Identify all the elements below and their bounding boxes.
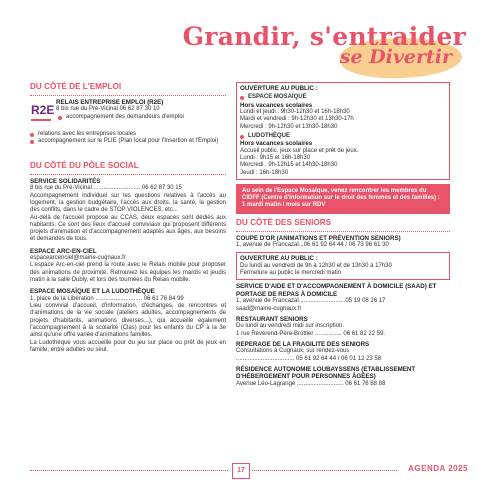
entry-body: 1, place de la Libération ............................ 06 61 76 84 99 Lieu convivial d'accueil, d'information, d'échanges, de rencontres et d'animations de la vie sociale (ateliers adultes, accompagnements de projets d'habitants, animations diverses...), qui accueille également l'accompagnement à la scolarité (Clas) pour les enfants du CP à la 3e ainsi qu'une offre variée d'animations familles. La Ludothèque vous accueille pour du jeu sur place ou prêt de jeux en famille, entre adultes ou seul. [30, 295, 226, 353]
list-item: accompagnement des demandeurs d'emploi [58, 114, 226, 121]
right-column [236, 82, 450, 388]
divider [236, 231, 450, 232]
entry-body: 8 bis rue du Pré-Vicinal ............................ 06 62 87 30 15 Accompagnement individuel sur les questions relatives à l'accès au logement, la gestion budgétaire, l'accès aux droits, la santé, la gestion des conflits, dans le cadre de STOP VIOLENCES, etc... Au-delà de l'accueil proposé au CCAS, deux espaces sont dédiés aux habitants. Ce sont des lieux d'accueil conviviaux qui proposent différents projets d'animation et d'accompagnement adaptés aux âges, aux besoins et demandes de tous. [30, 185, 226, 243]
entry-title: ESPACE ARC-EN-CIEL [30, 247, 97, 255]
pole-social-section-title: DU CÔTÉ DU PÔLE SOCIAL [30, 161, 139, 170]
page-number: 17 [232, 463, 250, 479]
entry-title: REPERAGE DE LA FRAGILITE DES SENIORS [236, 340, 370, 348]
ouverture-title: OUVERTURE AU PUBLIC : [240, 85, 318, 92]
entry-body: Du lundi au vendredi midi sur inscription. 1 rue Révérend-Père-Brottier ................ 06 61 82 22 59. [236, 323, 386, 337]
footer-agenda-label: AGENDA 2025 [408, 464, 468, 473]
hours-line: Jeudi : 16h-18h30 [240, 169, 289, 176]
entry-title: SERVICE SOLIDARITÉS [30, 178, 101, 185]
seniors-ouverture-box [236, 252, 450, 280]
seniors-entry [236, 341, 450, 363]
seniors-entry [236, 283, 450, 312]
page-subtitle: se Divertir [339, 46, 452, 68]
r2e-logo-icon [30, 99, 55, 123]
seniors-section-title: DU CÔTÉ DES SENIORS [236, 217, 332, 227]
place-period: Hors vacances scolaires [240, 140, 313, 148]
emploi-section-title: DU CÔTÉ DE L'EMPLOI [30, 82, 122, 91]
entry-title: COUPE D'OR (ANIMATIONS ET PRÉVENTION SENIORS) [236, 234, 401, 242]
seniors-entry [236, 366, 450, 388]
left-column [30, 82, 226, 354]
cidff-callout: Au sein de l'Espace Mosaïque, venez rencontrer les membres du CIDFF (Centre d'Information sur le droit des femmes et des familles) : 1 mardi matin / mois sur RDV [236, 184, 450, 214]
emploi-block [30, 99, 226, 161]
place-name: ESPACE MOSAÏQUE [240, 94, 446, 101]
footer-rule-left [30, 470, 228, 471]
footer-rule-right [252, 470, 397, 471]
entry-title: SERVICE D'AIDE ET D'ACCOMPAGNEMENT À DOMICILE (SAAD) ET PORTAGE DE REPAS À DOMICILE [236, 283, 437, 298]
hours-line: Mardi et vendredi : 9h-12h30 et 13h30-17h [240, 116, 354, 123]
hours-line: Mercredi : 9h-12h15 et 14h30-18h30 [240, 162, 338, 169]
entry-title: ESPACE MOSAÏQUE ET LA LUDOTHÈQUE [30, 288, 155, 296]
hours-line: Fermeture au public le mercredi matin [240, 270, 342, 277]
list-item: relations avec les entreprises locales [30, 131, 226, 138]
entry-body: Consultations à Cugnaux, sur rendez-vous ................................... 05 61 92 64 44 / 06 01 12 23 58 [236, 348, 382, 362]
divider [30, 174, 226, 175]
pole-social-entry [30, 178, 226, 244]
list-item: accompagnement sur le PLIE (Plan local pour l'Insertion et l'Emploi) [30, 138, 226, 145]
svg-text:R2E: R2E [31, 103, 55, 117]
entry-body: 1, avenue de Francazal...06 61 92 64 44 / 06 73 96 61 30 [236, 242, 389, 249]
hours-line: Lundi : 9h15 et 16h-18h30 [240, 155, 311, 161]
entry-body: Avenue Léo-Lagrange ............................ 06 61 76 88 88 [236, 380, 386, 387]
r2e-org-name: RELAIS ENTREPRISE EMPLOI (R2E) [56, 99, 164, 106]
place-period: Hors vacances scolaires [240, 101, 313, 109]
ouverture-title: OUVERTURE AU PUBLIC : [240, 255, 318, 263]
entry-title: RÉSIDENCE AUTONOMIE LOUBAYSSENS (ETABLISSEMENT D'HÉBERGEMENT POUR PERSONNES ÂGÉES) [236, 365, 416, 381]
hours-line: Lundi et jeudi : 9h30-12h30 et 16h-18h30 [240, 109, 350, 116]
hours-line: Accueil public, jeux sur place et prêt de jeux. [240, 147, 359, 154]
r2e-address: 8 bis rue du Pré-Vicinal 06 62 87 30 10 [56, 106, 160, 113]
seniors-entry [236, 316, 450, 338]
ouverture-box [236, 82, 450, 180]
pole-social-entry [30, 288, 226, 354]
entry-title: RESTAURANT SENIORS [236, 315, 308, 323]
entry-body: 1, avenue de Francazal............................05 19 08 26 17 saad@mairie-cugnaux.fr [236, 298, 386, 312]
place-name: LUDOTHÈQUE [240, 133, 446, 140]
pole-social-entry [30, 248, 226, 285]
divider [30, 95, 226, 96]
hours-line: Mercredi : 9h-12h30 et 13h30-18h30 [240, 123, 338, 130]
page-title: Grandir, s'entraider [182, 22, 466, 51]
entry-body: espacearcenciel@mairie-cugnaux.fr L'espace Arc-en-ciel prend la route avec le Relais mobile pour proposer des animations de proximité. Retrouvez les équipes les mardis et jeudis matin à la salle Dubly, et lors des tournées du Relais mobile. [30, 255, 226, 284]
hours-line: Du lundi au vendredi de 9h à 12h30 et de 13h30 à 17h30 [240, 262, 392, 269]
